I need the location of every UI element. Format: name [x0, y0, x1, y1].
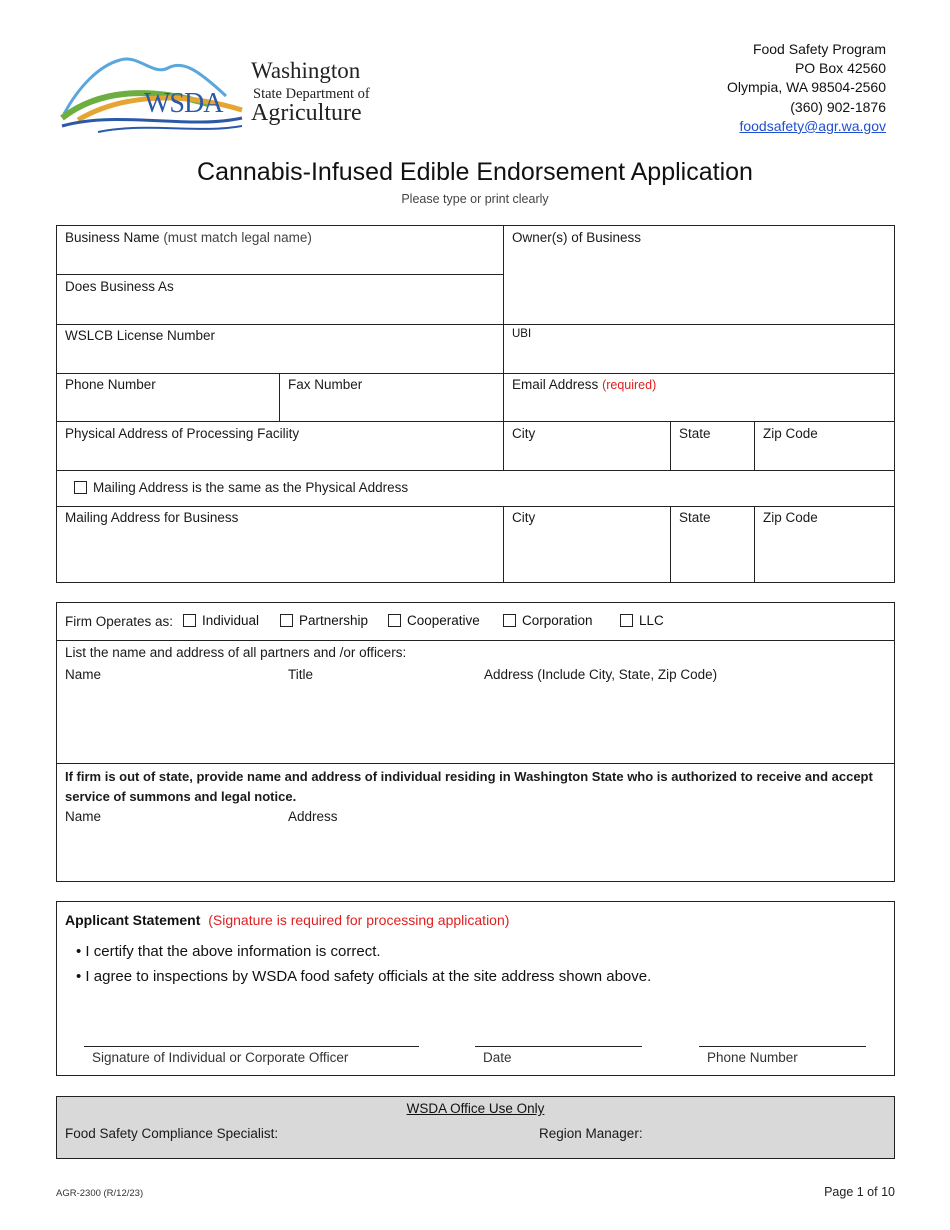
llc-checkbox[interactable] [620, 614, 633, 627]
partnership-checkbox[interactable] [280, 614, 293, 627]
option-cooperative[interactable] [388, 613, 480, 628]
owners-field[interactable]: Owner(s) of Business [512, 230, 642, 245]
option-corporation[interactable] [503, 613, 593, 628]
page-number: Page 1 of 10 [824, 1185, 895, 1199]
mailing-address-field[interactable]: Mailing Address for Business [65, 510, 239, 525]
form-subtitle: Please type or print clearly [401, 192, 549, 206]
firm-operates-label: Firm Operates as: [65, 614, 174, 629]
business-name-field[interactable] [65, 230, 312, 245]
contact-phone: (360) 902-1876 [790, 98, 886, 115]
option-partnership[interactable] [280, 613, 368, 628]
physical-city-field[interactable]: City [512, 426, 536, 441]
date-line[interactable] [475, 1046, 642, 1047]
same-address-option[interactable] [74, 480, 408, 495]
business-info-table [56, 225, 895, 583]
statement-bullet-1: • I certify that the above information is correct. [76, 943, 381, 960]
partners-col-name: Name [65, 667, 102, 682]
phone-field[interactable]: Phone Number [65, 377, 156, 392]
email-required-note: (required) [602, 378, 657, 392]
office-use-heading: WSDA Office Use Only [406, 1101, 545, 1116]
option-corporation-label: Corporation [522, 613, 593, 628]
contact-program: Food Safety Program [752, 41, 886, 57]
statement-bullet-2: • I agree to inspections by WSDA food safety officials at the site address shown above. [76, 968, 652, 985]
oos-entry-area[interactable] [57, 830, 894, 880]
partners-intro: List the name and address of all partners and /or officers: [65, 645, 407, 660]
date-label: Date [483, 1050, 512, 1065]
ubi-field[interactable]: UBI [512, 328, 532, 340]
oos-col-name: Name [65, 809, 102, 824]
oos-col-address: Address [288, 809, 338, 824]
physical-address-field[interactable]: Physical Address of Processing Facility [65, 426, 300, 441]
mailing-city-field[interactable]: City [512, 510, 536, 525]
partners-entry-area[interactable] [57, 688, 894, 762]
corporation-checkbox[interactable] [503, 614, 516, 627]
mailing-state-field[interactable]: State [679, 510, 711, 525]
signature-line[interactable] [84, 1046, 419, 1047]
partners-col-title: Title [288, 667, 314, 682]
dba-field[interactable]: Does Business As [65, 279, 174, 294]
statement-note: (Signature is required for processing application) [208, 912, 510, 928]
physical-state-field[interactable]: State [679, 426, 711, 441]
specialist-label: Food Safety Compliance Specialist: [65, 1126, 279, 1141]
physical-zip-field[interactable]: Zip Code [763, 426, 818, 441]
business-name-label: Business Name [65, 230, 160, 245]
individual-checkbox[interactable] [183, 614, 196, 627]
applicant-statement-heading [65, 912, 509, 928]
phone-label: Phone Number [707, 1050, 798, 1065]
contact-city: Olympia, WA 98504-2560 [726, 79, 886, 96]
partners-col-address: Address (Include City, State, Zip Code) [484, 667, 718, 682]
contact-block [727, 40, 886, 136]
option-llc-label: LLC [639, 613, 664, 628]
contact-pobox: PO Box 42560 [794, 60, 886, 77]
option-llc[interactable] [620, 613, 664, 628]
org-line1: Washington [251, 58, 361, 83]
logo-abbr: WSDA [144, 88, 223, 119]
same-address-label: Mailing Address is the same as the Physical Address [93, 480, 409, 495]
out-of-state-instructions: If firm is out of state, provide name and address of individual residing in Washington State who is authorized to receive and accept service of summons and legal notice. [65, 769, 873, 804]
org-line2: State Department of [253, 86, 370, 102]
email-field[interactable] [512, 377, 656, 392]
statement-title: Applicant Statement [65, 912, 201, 928]
email-label: Email Address [512, 377, 599, 392]
option-cooperative-label: Cooperative [407, 613, 480, 628]
mailing-zip-field[interactable]: Zip Code [763, 510, 818, 525]
business-name-note: (must match legal name) [163, 230, 312, 245]
wsda-logo [58, 48, 378, 134]
option-individual[interactable] [183, 613, 259, 628]
org-line3: Agriculture [251, 100, 362, 126]
same-address-checkbox[interactable] [74, 481, 87, 494]
manager-label: Region Manager: [539, 1126, 643, 1141]
fax-field[interactable]: Fax Number [288, 377, 363, 392]
form-id: AGR-2300 (R/12/23) [56, 1188, 144, 1199]
signature-label: Signature of Individual or Corporate Officer [92, 1050, 349, 1065]
form-title: Cannabis-Infused Edible Endorsement Application [197, 158, 753, 186]
option-individual-label: Individual [202, 613, 260, 628]
option-partnership-label: Partnership [299, 613, 369, 628]
phone-line[interactable] [699, 1046, 866, 1047]
cooperative-checkbox[interactable] [388, 614, 401, 627]
contact-email[interactable]: foodsafety@agr.wa.gov [739, 117, 886, 134]
wslcb-field[interactable]: WSLCB License Number [65, 328, 216, 343]
